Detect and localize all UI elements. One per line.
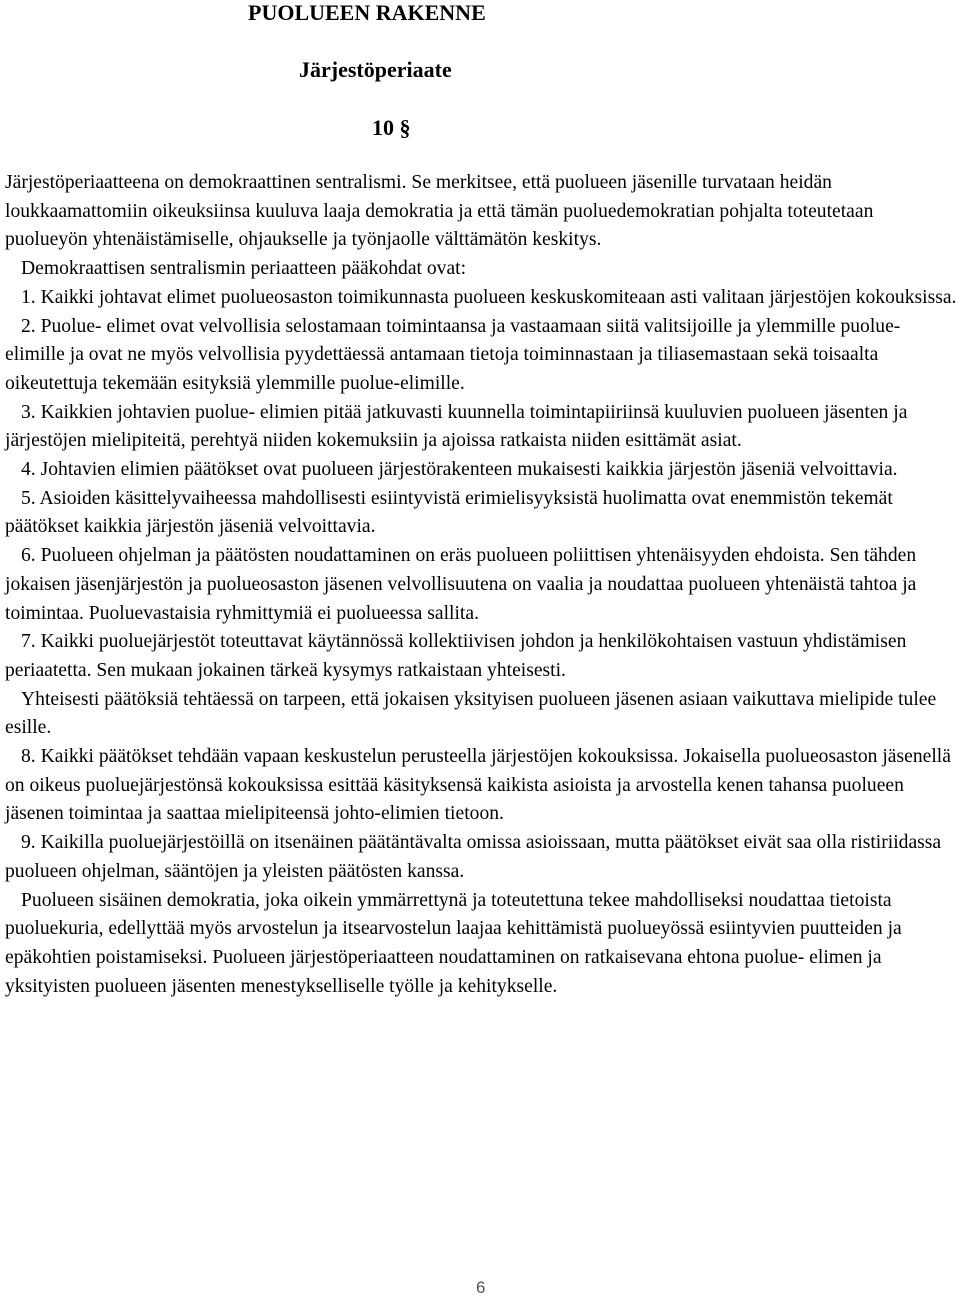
list-item-continuation: Yhteisesti päätöksiä tehtäessä on tarpeen, että jokaisen yksityisen puolueen jäsenen asiaan vaikuttava mielipide tulee esille. (5, 688, 937, 739)
section-heading: Järjestöperiaate (299, 57, 452, 82)
list-item: 6. Puolueen ohjelman ja päätösten noudattaminen on eräs puolueen poliittisen yhtenäisyyden ehdoista. Sen tähden jokaisen jäsenjärjestön ja puolueosaston jäsenen velvollisuutena on vaalia ja noudattaa puolueen yhtenäistä tahtoa ja toimintaa. Puoluevastaisia ryhmittymiä ei puolueessa sallita. (5, 545, 917, 624)
document-title: PUOLUEEN RAKENNE (248, 0, 486, 25)
list-item: 3. Kaikkien johtavien puolue- elimien pitää jatkuvasti kuunnella toimintapiiriinsä kuuluvien puolueen jäsenten ja järjestöjen mielipiteitä, perehtyä niiden kokemuksiin ja ajoissa ratkaista niiden esittämät asiat. (5, 401, 908, 452)
section-number: 10 § (372, 115, 411, 140)
intro-list-lead: Demokraattisen sentralismin periaatteen pääkohdat ovat: (21, 258, 467, 280)
list-item: 7. Kaikki puoluejärjestöt toteuttavat käytännössä kollektiivisen johdon ja henkilökohtaisen vastuun yhdistämisen periaatetta. Sen mukaan jokainen tärkeä kysymys ratkaistaan yhteisesti. (5, 631, 907, 681)
list-item: 1. Kaikki johtavat elimet puolueosaston toimikunnasta puolueen keskuskomiteaan asti valitaan järjestöjen kokouksissa. (21, 286, 957, 308)
page-number: 6 (476, 1278, 486, 1297)
list-item: 4. Johtavien elimien päätökset ovat puolueen järjestörakenteen mukaisesti kaikkia järjestön jäseniä velvoittavia. (21, 459, 898, 481)
list-item: 2. Puolue- elimet ovat velvollisia selostamaan toimintaansa ja vastaamaan siitä valitsijoille ja ylemmille puolue- elimille ja ovat ne myös velvollisia pyydettäessä antamaan tietoja toiminnastaan ja tiliasemastaan sekä toisaalta oikeutettuja tekemään esityksiä ylemmille puolue-elimille. (5, 315, 901, 394)
body-text (5, 169, 960, 1001)
list-item: 9. Kaikilla puoluejärjestöillä on itsenäinen päätäntävalta omissa asioissaan, mutta päätökset eivät saa olla ristiriidassa puolueen ohjelman, sääntöjen ja yleisten päätösten kanssa. (5, 832, 942, 882)
closing-paragraph: Puolueen sisäinen demokratia, joka oikein ymmärrettynä ja toteutettuna tekee mahdolliseksi noudattaa tietoista puoluekuria, edellyttää myös arvostelun ja itsearvostelun laajaa kehittämistä puolueyössä esiintyvien puutteiden ja epäkohtien poistamiseksi. Puolueen järjestöperiaatteen noudattaminen on ratkaisevana ehtona puolue- elimen ja yksityisten puolueen jäsenten menestykselliselle työlle ja kehitykselle. (5, 889, 902, 997)
intro-paragraph: Järjestöperiaatteena on demokraattinen sentralismi. Se merkitsee, että puolueen jäsenille turvataan heidän loukkaamattomiin oikeuksiinsa kuuluva laaja demokratia ja että tämän puoluedemokratian pohjalta toteutetaan puolueyön yhtenäistämiselle, ohjaukselle ja työnjaolle välttämätön keskitys. (5, 172, 874, 251)
list-item: 5. Asioiden käsittelyvaiheessa mahdollisesti esiintyvistä erimielisyyksistä huolimatta ovat enemmistön tekemät päätökset kaikkia järjestön jäseniä velvoittavia. (5, 487, 893, 538)
list-item: 8. Kaikki päätökset tehdään vapaan keskustelun perusteella järjestöjen kokouksissa. Jokaisella puolueosaston jäsenellä on oikeus puoluejärjestönsä kokouksissa esittää käsityksensä kaikista asioista ja arvostella kenen tahansa puolueen jäsenen toimintaa ja saattaa mielipiteensä johto-elimien tietoon. (5, 746, 951, 825)
